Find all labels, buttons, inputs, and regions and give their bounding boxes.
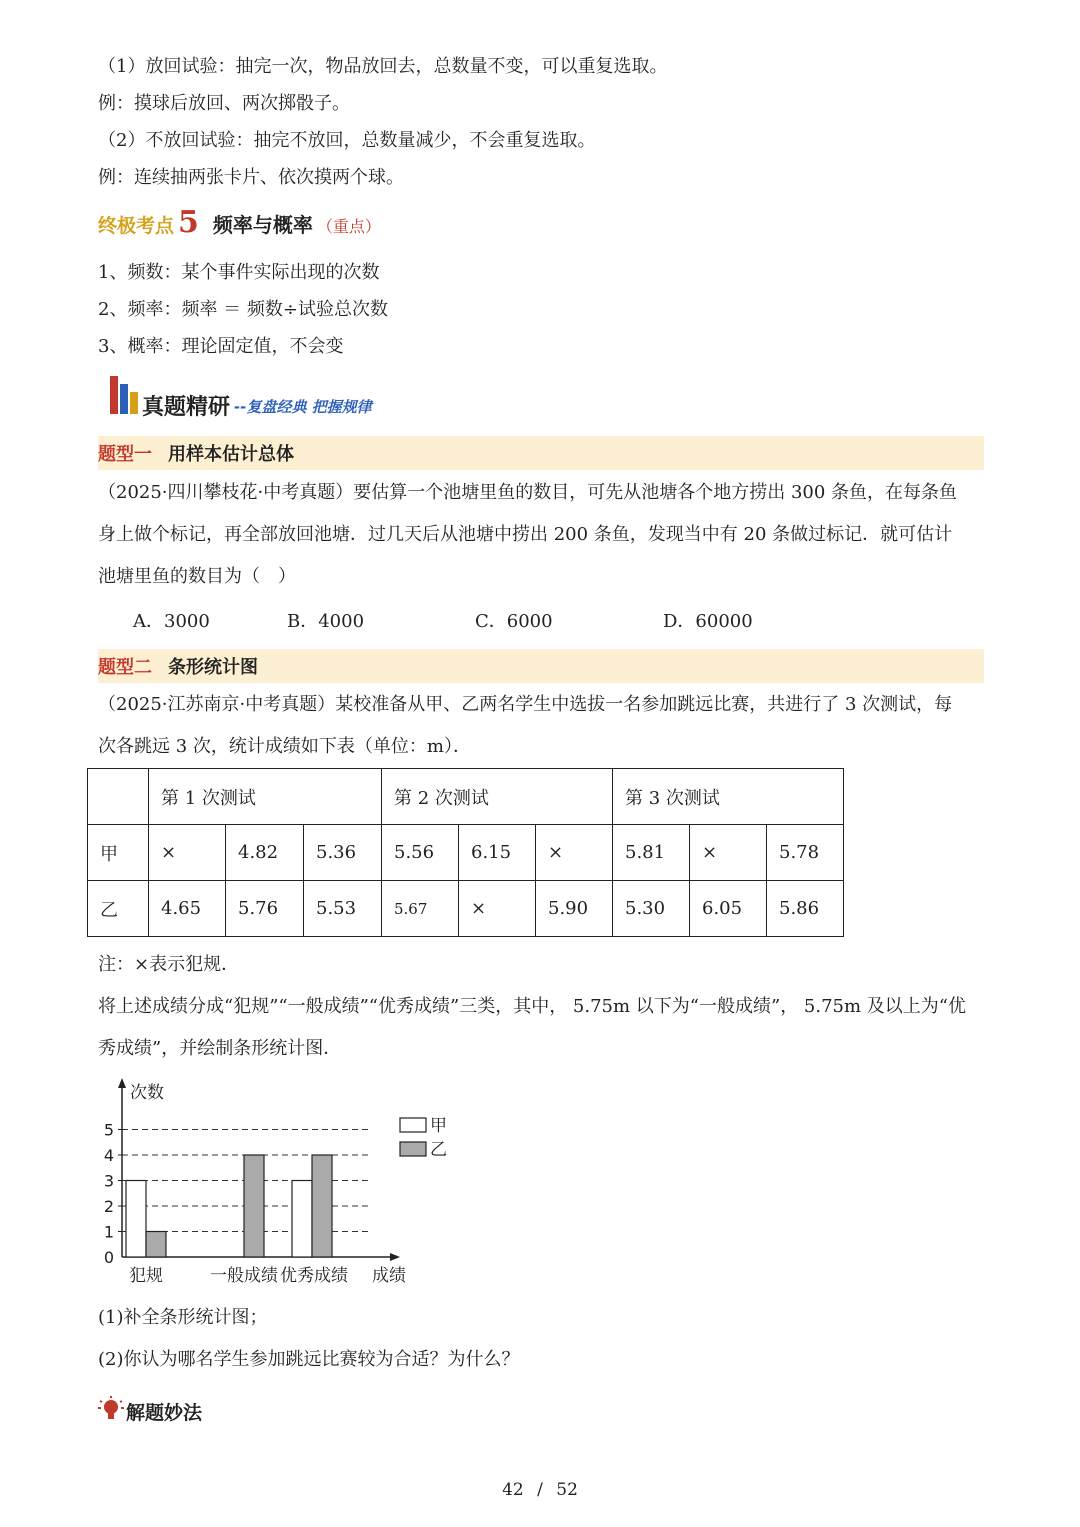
type2-label: 题型二 [98,657,152,678]
page-footer [0,1480,1080,1500]
bar-jia [126,1181,146,1258]
type1-label: 题型一 [98,444,152,465]
type2-question-line-1: （2025·江苏南京·中考真题）某校准备从甲、乙两名学生中选拔一名参加跳远比赛，共进行了 3 次测试，每 [98,694,953,715]
bar-jia [292,1181,312,1258]
books-icon [108,372,142,416]
table-row [88,881,844,937]
explain-line-2: 秀成绩”，并绘制条形统计图． [98,1038,342,1059]
legend-swatch [400,1118,426,1132]
table-cell: 5.81 [613,825,690,881]
table-row-name: 甲 [88,825,149,881]
table-cell: 4.65 [149,881,226,937]
type1-question-line-3: 池塘里鱼的数目为（ ） [98,566,296,587]
table-cell: × [536,825,613,881]
section5-item-2: 2、频率：频率 ＝ 频数÷试验总次数 [98,299,388,320]
type1-question-line-2: 身上做个标记，再全部放回池塘．过几天后从池塘中捞出 200 条鱼，发现当中有 20 条做过标记．就可估计 [98,524,953,545]
intro-line-4: 例：连续抽两张卡片、依次摸两个球。 [98,167,404,188]
section5-tag: （重点） [316,217,381,236]
table-header-cell [88,769,149,825]
tips-title: 解题妙法 [126,1402,203,1424]
table-header-cell: 第 3 次测试 [613,769,844,825]
type1-question-line-1: （2025·四川攀枝花·中考真题）要估算一个池塘里鱼的数目，可先从池塘各个地方捞出 300 条鱼，在每条鱼 [98,482,958,503]
y-axis-label: 次数 [130,1083,164,1103]
table-cell: × [149,825,226,881]
table-cell: 5.67 [382,881,459,937]
table-cell: 5.30 [613,881,690,937]
page-total: 52 [556,1480,578,1500]
category-label: 一般成绩 [210,1266,278,1286]
section5-item-1: 1、频数：某个事件实际出现的次数 [98,262,380,283]
y-tick-label: 4 [103,1146,114,1165]
bar-yi [312,1155,332,1257]
table-row [88,825,844,881]
type1-banner [98,436,984,470]
table-cell: 5.56 [382,825,459,881]
table-cell: × [690,825,767,881]
y-tick-label: 0 [103,1248,114,1267]
intro-line-3: （2）不放回试验：抽完不放回，总数量减少，不会重复选取。 [98,130,596,151]
logo-title: 真题精研 [142,395,231,420]
y-axis-arrow [118,1078,126,1088]
table-cell: 5.36 [304,825,382,881]
x-axis-arrow [390,1253,400,1261]
logo-subtitle: --复盘经典 把握规律 [234,398,372,416]
sub-question-2: (2)你认为哪名学生参加跳远比赛较为合适？为什么？ [98,1349,520,1370]
option-a: A．3000 [133,611,210,632]
table-cell: 5.76 [226,881,304,937]
type2-question-line-2: 次各跳远 3 次，统计成绩如下表（单位：m）． [98,736,471,757]
x-axis-label: 成绩 [372,1266,406,1286]
table-header-row [88,769,844,825]
section5-label: 终极考点 [98,215,175,237]
option-c: C．6000 [475,611,553,632]
type2-title: 条形统计图 [168,657,258,678]
section5-title: 频率与概率 [212,213,313,237]
intro-line-2: 例：摸球后放回、两次掷骰子。 [98,93,350,114]
intro-line-1: （1）放回试验：抽完一次，物品放回去，总数量不变，可以重复选取。 [98,56,668,77]
table-cell: 5.86 [767,881,844,937]
table-cell: 6.05 [690,881,767,937]
y-tick-label: 3 [103,1171,114,1191]
option-b: B．4000 [287,611,365,632]
page-number: 42 [502,1480,524,1500]
legend-label: 甲 [430,1116,447,1136]
table-note: 注：×表示犯规． [98,954,240,975]
table-header-cell: 第 2 次测试 [382,769,613,825]
table-cell: 4.82 [226,825,304,881]
category-label: 优秀成绩 [280,1266,348,1286]
section5-item-3: 3、概率：理论固定值，不会变 [98,336,344,357]
explain-line-1: 将上述成绩分成“犯规”“一般成绩”“优秀成绩”三类，其中， 5.75m 以下为“一般成绩”， 5.75m 及以上为“优 [98,996,966,1017]
table-cell: × [459,881,536,937]
lightbulb-icon [98,1396,124,1424]
bar-yi [244,1155,264,1257]
table-row-name: 乙 [88,881,149,937]
category-label: 犯规 [129,1266,163,1286]
option-d: D．60000 [663,611,753,632]
table-cell: 5.53 [304,881,382,937]
type1-title: 用样本估计总体 [168,444,294,465]
section5-heading [98,205,381,245]
table-cell: 6.15 [459,825,536,881]
sub-question-1: (1)补全条形统计图； [98,1307,268,1328]
y-tick-label: 1 [103,1222,114,1242]
type2-banner [98,649,984,683]
table-cell: 5.78 [767,825,844,881]
legend-swatch [400,1142,426,1156]
bar-chart [92,1074,462,1289]
y-tick-label: 2 [103,1197,114,1216]
scores-table [87,768,844,937]
page-separator: / [537,1480,543,1500]
y-tick-label: 5 [103,1120,114,1140]
section5-number: 5 [178,205,199,240]
table-cell: 5.90 [536,881,613,937]
bar-yi [146,1232,166,1258]
legend-label: 乙 [430,1140,447,1160]
table-header-cell: 第 1 次测试 [149,769,382,825]
